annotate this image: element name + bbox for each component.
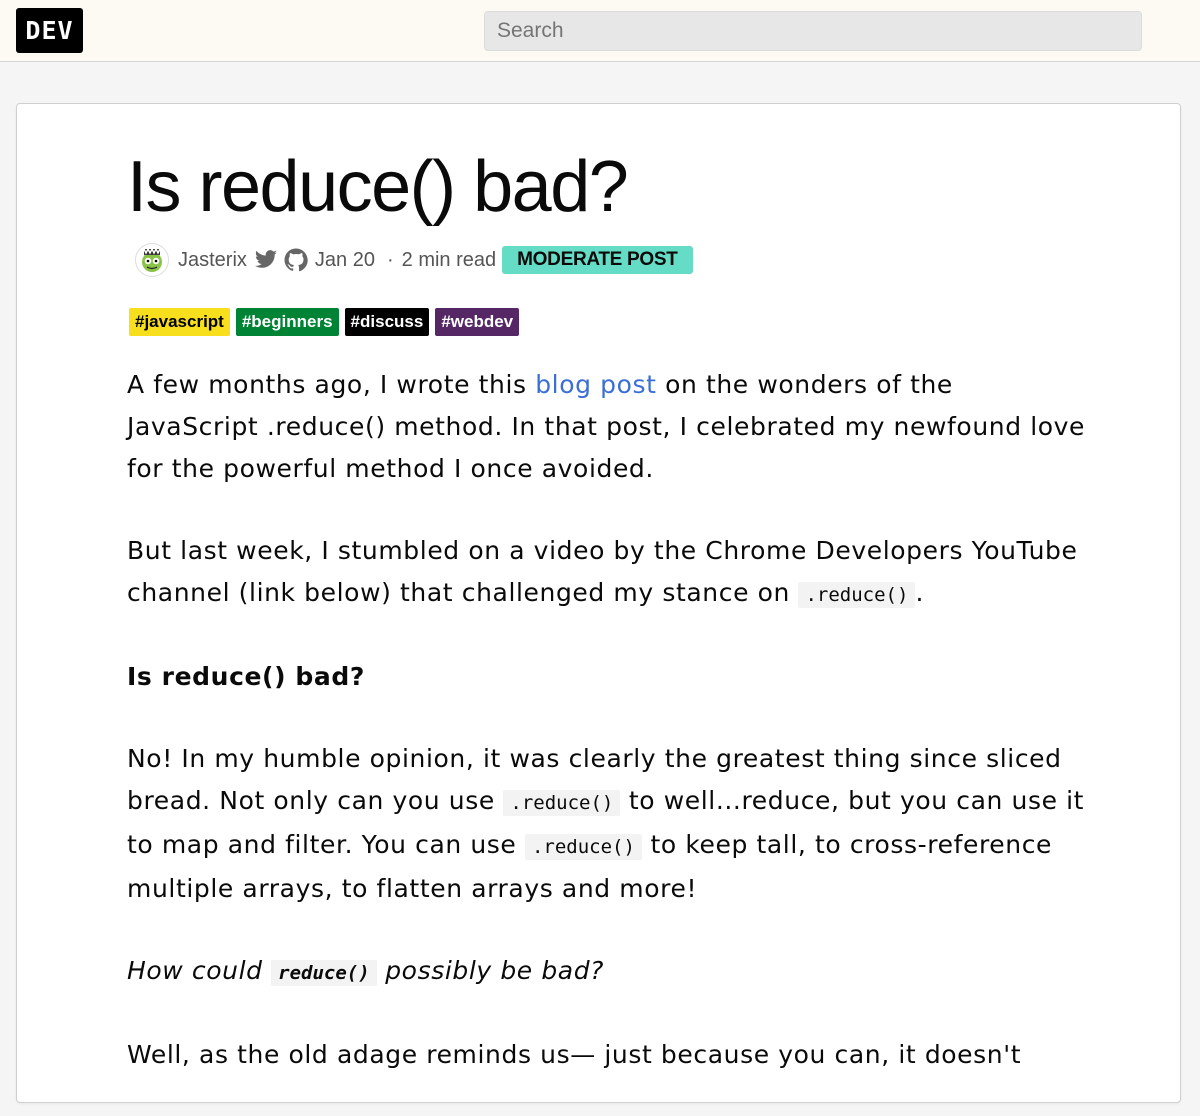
text: No! In my humble opinion, it was clearly the greatest thing since sliced bread. Not only can you use bbox=[127, 744, 1062, 815]
author-avatar[interactable] bbox=[135, 243, 169, 277]
tag-beginners[interactable]: #beginners bbox=[236, 308, 339, 336]
search-input[interactable] bbox=[484, 11, 1142, 51]
paragraph bbox=[127, 530, 1087, 616]
italic-question bbox=[127, 956, 604, 985]
tag-discuss[interactable]: #discuss bbox=[345, 308, 430, 336]
text: on the wonders of the JavaScript .reduce() method. In that post, I celebrated my newfound love for the powerful method I once avoided. bbox=[127, 370, 1086, 483]
paragraph bbox=[127, 364, 1087, 490]
tag-webdev[interactable]: #webdev bbox=[435, 308, 519, 336]
text: How could bbox=[127, 956, 272, 985]
article-body bbox=[127, 364, 1087, 1116]
text: possibly be bad? bbox=[376, 956, 605, 985]
tag-javascript[interactable]: #javascript bbox=[129, 308, 230, 336]
paragraph bbox=[127, 950, 1087, 994]
article-title: Is reduce() bad? bbox=[127, 147, 628, 227]
read-time: 2 min read bbox=[401, 248, 497, 271]
dev-logo[interactable]: DEV bbox=[16, 8, 83, 53]
paragraph bbox=[127, 738, 1087, 910]
text: A few months ago, I wrote this bbox=[127, 370, 536, 399]
blog-post-link[interactable]: blog post bbox=[535, 370, 657, 399]
article-card bbox=[16, 103, 1181, 1103]
meta-separator: · bbox=[386, 248, 394, 271]
moderate-post-badge: MODERATE POST bbox=[502, 246, 692, 274]
top-bar bbox=[0, 0, 1200, 62]
github-icon[interactable] bbox=[284, 248, 308, 272]
text: But last week, I stumbled on a video by the Chrome Developers YouTube channel (link below) that challenged my stance on bbox=[127, 536, 1078, 607]
inline-code: .reduce() bbox=[525, 834, 642, 860]
avatar-image bbox=[137, 245, 167, 275]
twitter-icon[interactable] bbox=[254, 250, 278, 270]
text: . bbox=[915, 578, 924, 607]
inline-code: reduce() bbox=[271, 960, 377, 986]
publish-date: Jan 20 bbox=[314, 248, 375, 271]
article-meta bbox=[135, 242, 693, 278]
inline-code: .reduce() bbox=[798, 582, 915, 608]
text: to keep tall, to cross-reference multiple arrays, to flatten arrays and more! bbox=[127, 830, 1053, 903]
inline-code: .reduce() bbox=[503, 790, 620, 816]
section-heading: Is reduce() bad? bbox=[127, 662, 365, 691]
tag-list bbox=[129, 308, 525, 336]
text: to well...reduce, but you can use it to map and filter. You can use bbox=[127, 786, 1085, 859]
paragraph: Well, as the old adage reminds us— just because you can, it doesn't bbox=[127, 1040, 1022, 1069]
author-name[interactable]: Jasterix bbox=[178, 248, 247, 271]
